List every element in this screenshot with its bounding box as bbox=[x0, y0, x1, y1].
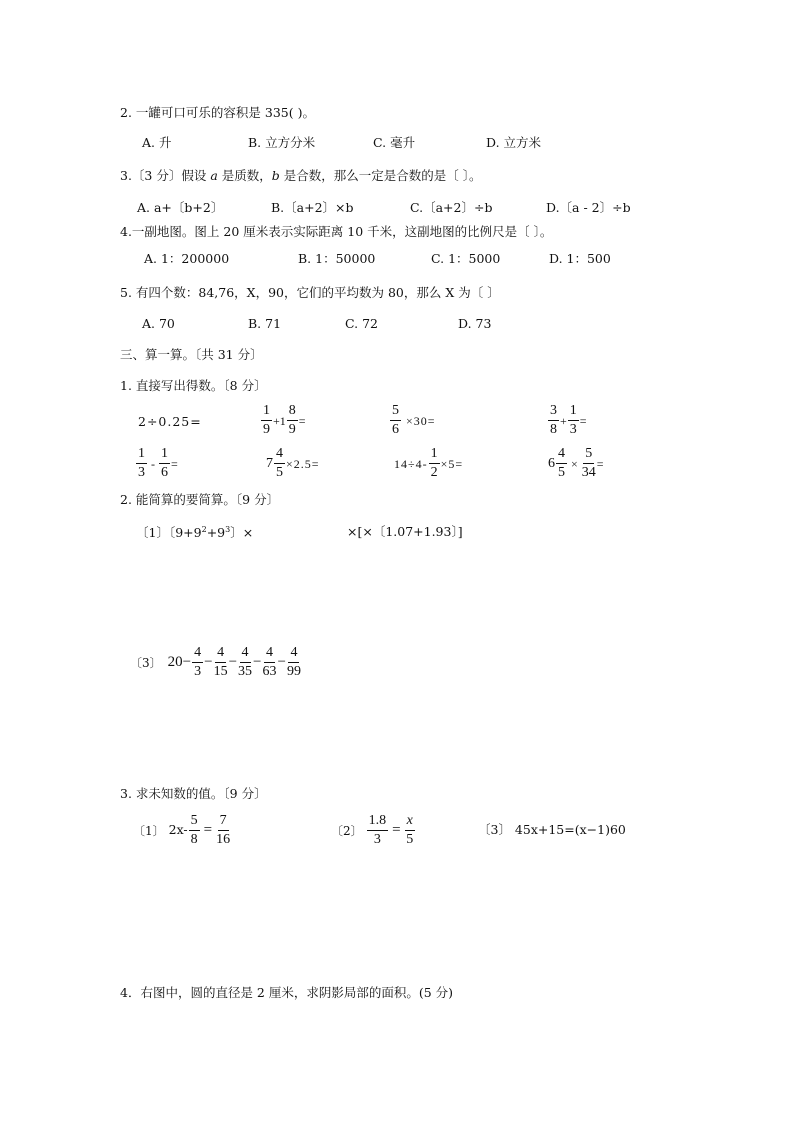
expr-3-3: 〔3〕 45x+15=(x−1)60 bbox=[478, 822, 626, 837]
fraction: $\frac{1}{2}$ bbox=[430, 446, 438, 480]
q2-option-b: B. 立方分米 bbox=[248, 135, 316, 150]
fraction: $\frac{1}{3}$ bbox=[569, 403, 577, 437]
expr-1-6: 7 $\frac{4}{5}$ ×2.5= bbox=[266, 446, 320, 480]
q2-option-a: A. 升 bbox=[142, 135, 172, 150]
fraction: $\frac{1}{9}$ bbox=[263, 403, 270, 437]
question-5: 5. 有四个数：84,76，X，90，它们的平均数为 80，那么 X 为〔 〕 bbox=[120, 285, 500, 300]
expr-1-4: $\frac{3}{8}$ + $\frac{1}{3}$ = bbox=[550, 403, 587, 437]
part-2-title: 2. 能简算的要简算。〔9 分〕 bbox=[120, 492, 280, 507]
fraction: $\frac{4}{35}$ bbox=[238, 645, 253, 679]
q5-option-d: D. 73 bbox=[458, 316, 492, 331]
expr-1-8: 6 $\frac{4}{5}$ × $\frac{5}{34}$ = bbox=[548, 446, 604, 480]
fraction: $\frac{x}{5}$ bbox=[406, 813, 414, 847]
q5-option-a: A. 70 bbox=[142, 316, 175, 331]
fraction: $\frac{3}{8}$ bbox=[550, 403, 557, 437]
expr-2-2: ×[×〔1.07+1.93〕] bbox=[347, 524, 463, 539]
q4-option-c: C. 1：5000 bbox=[431, 251, 501, 266]
fraction: $\frac{1.8}{3}$ bbox=[368, 813, 387, 847]
q3-option-b: B.〔a+2〕×b bbox=[271, 200, 354, 215]
part-1-title: 1. 直接写出得数。〔8 分〕 bbox=[120, 378, 267, 393]
question-4: 4.一副地图。图上 20 厘米表示实际距离 10 千米，这副地图的比例尺是〔 〕。 bbox=[120, 224, 553, 239]
part-4-title: 4．右图中，圆的直径是 2 厘米，求阴影局部的面积。(5 分) bbox=[120, 985, 454, 1000]
fraction: $\frac{4}{63}$ bbox=[262, 645, 277, 679]
q4-option-b: B. 1：50000 bbox=[298, 251, 376, 266]
q5-option-b: B. 71 bbox=[248, 316, 282, 331]
fraction: $\frac{5}{34}$ bbox=[581, 446, 596, 480]
fraction: $\frac{4}{3}$ bbox=[194, 645, 202, 679]
fraction: $\frac{4}{99}$ bbox=[286, 645, 301, 679]
question-2: 2. 一罐可口可乐的容积是 335( )。 bbox=[120, 105, 315, 120]
expr-1-2: $\frac{1}{9}$ +1 $\frac{8}{9}$ = bbox=[263, 403, 306, 437]
q3-option-a: A. a+〔b+2〕 bbox=[137, 200, 224, 215]
expr-1-1: 2÷0.25= bbox=[138, 414, 202, 429]
expr-1-3: $\frac{5}{6}$ ×30= bbox=[392, 403, 436, 437]
q2-option-c: C. 毫升 bbox=[373, 135, 416, 150]
expr-3-2: 〔2〕 $\frac{1.8}{3}$ = $\frac{x}{5}$ bbox=[331, 813, 414, 847]
expr-2-3: 〔3〕 20− $\frac{4}{3}$ − $\frac{4}{15}$ − $\frac{4}{35}$ − $\frac{4}{63}$ − $\frac{4}{99}$ bbox=[130, 645, 301, 679]
question-3: 3.〔3 分〕假设 a 是质数，b 是合数，那么一定是合数的是〔 〕。 bbox=[120, 168, 482, 183]
expr-3-1: 〔1〕 2x- $\frac{5}{8}$ = $\frac{7}{16}$ bbox=[133, 813, 231, 847]
q5-option-c: C. 72 bbox=[345, 316, 378, 331]
q4-option-d: D. 1：500 bbox=[549, 251, 611, 266]
part-3-title: 3. 求未知数的值。〔9 分〕 bbox=[120, 786, 267, 801]
q2-option-d: D. 立方米 bbox=[486, 135, 542, 150]
expr-1-5: $\frac{1}{3}$ - $\frac{1}{6}$ = bbox=[138, 446, 178, 480]
fraction: $\frac{4}{5}$ bbox=[558, 446, 565, 480]
q3-option-c: C.〔a+2〕÷b bbox=[410, 200, 493, 215]
fraction: $\frac{7}{16}$ bbox=[216, 813, 231, 847]
fraction: $\frac{4}{5}$ bbox=[276, 446, 283, 480]
fraction: $\frac{5}{6}$ bbox=[392, 403, 399, 437]
fraction: $\frac{1}{6}$ bbox=[161, 446, 168, 480]
fraction: $\frac{1}{3}$ bbox=[138, 446, 145, 480]
section-3-title: 三、算一算。〔共 31 分〕 bbox=[120, 347, 263, 362]
fraction: $\frac{8}{9}$ bbox=[288, 403, 296, 437]
expr-1-7: 14÷4- $\frac{1}{2}$ ×5= bbox=[394, 446, 464, 480]
q4-option-a: A. 1：200000 bbox=[144, 251, 230, 266]
expr-2-1: 〔1〕〔$9+9^2+9^3$〕× bbox=[136, 525, 254, 541]
fraction: $\frac{4}{15}$ bbox=[213, 645, 228, 679]
fraction: $\frac{5}{8}$ bbox=[190, 813, 198, 847]
q3-option-d: D.〔a - 2〕÷b bbox=[546, 200, 631, 215]
